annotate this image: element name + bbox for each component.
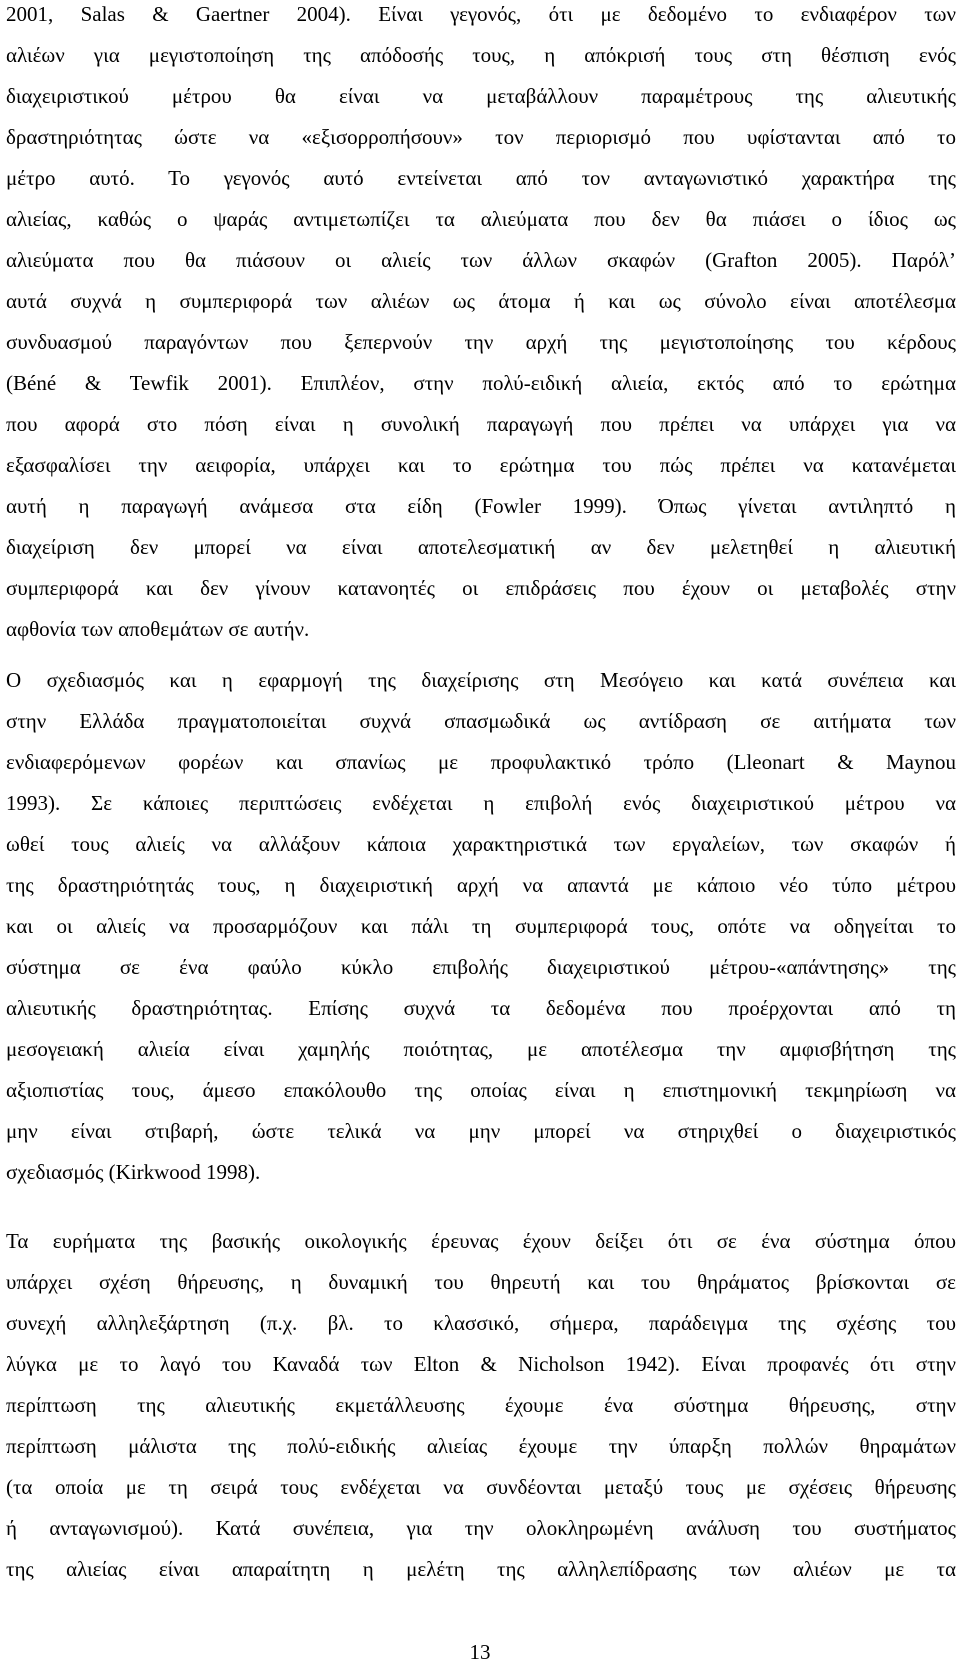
text-line: ωθεί τους αλιείς να αλλάξουν κάποια χαρακτηριστικά των εργαλείων, των σκαφών ή: [6, 832, 956, 856]
text-line: σύστημα σε ένα φαύλο κύκλο επιβολής διαχειριστικού μέτρου-«απάντησης» της: [6, 955, 956, 979]
text-line: μεσογειακή αλιεία είναι χαμηλής ποιότητας, με αποτέλεσμα την αμφισβήτηση της: [6, 1037, 956, 1061]
text-line: ή ανταγωνισμού). Κατά συνέπεια, για την ολοκληρωμένη ανάλυση του συστήματος: [6, 1516, 956, 1540]
text-line: που αφορά στο πόση είναι η συνολική παραγωγή που πρέπει να υπάρχει για να: [6, 412, 956, 436]
text-line: συνεχή αλληλεξάρτηση (π.χ. βλ. το κλασσικό, σήμερα, παράδειγμα της σχέσης του: [6, 1311, 956, 1335]
text-line: αλιείας, καθώς ο ψαράς αντιμετωπίζει τα αλιεύματα που δεν θα πιάσει ο ίδιος ως: [6, 207, 956, 231]
text-line: 1993). Σε κάποιες περιπτώσεις ενδέχεται η επιβολή ενός διαχειριστικού μέτρου να: [6, 791, 956, 815]
text-line: διαχειριστικού μέτρου θα είναι να μεταβάλλουν παραμέτρους της αλιευτικής: [6, 84, 956, 108]
text-line: 2001, Salas & Gaertner 2004). Είναι γεγονός, ότι με δεδομένο το ενδιαφέρον των: [6, 2, 956, 26]
text-line: αλιέων για μεγιστοποίηση της απόδοσής τους, η απόκρισή τους στη θέσπιση ενός: [6, 43, 956, 67]
text-line: περίπτωση της αλιευτικής εκμετάλλευσης έχουμε ένα σύστημα θήρευσης, στην: [6, 1393, 956, 1417]
text-line: διαχείριση δεν μπορεί να είναι αποτελεσματική αν δεν μελετηθεί η αλιευτική: [6, 535, 956, 559]
text-line: αυτά συχνά η συμπεριφορά των αλιέων ως άτομα ή και ως σύνολο είναι αποτέλεσμα: [6, 289, 956, 313]
paragraph-3: [6, 1221, 956, 1590]
text-line: δραστηριότητας ώστε να «εξισορροπήσουν» τον περιορισμό που υφίστανται από το: [6, 125, 956, 149]
paragraph-2: [6, 660, 956, 1193]
text-line: συνδυασμού παραγόντων που ξεπερνούν την αρχή της μεγιστοποίησης του κέρδους: [6, 330, 956, 354]
text-line: συμπεριφορά και δεν γίνουν κατανοητές οι επιδράσεις που έχουν οι μεταβολές στην: [6, 576, 956, 600]
text-line: της αλιείας είναι απαραίτητη η μελέτη της αλληλεπίδρασης των αλιέων με τα: [6, 1557, 956, 1581]
text-line: αλιεύματα που θα πιάσουν οι αλιείς των άλλων σκαφών (Grafton 2005). Παρόλ’: [6, 248, 956, 272]
text-line: μέτρο αυτό. Το γεγονός αυτό εντείνεται από τον ανταγωνιστικό χαρακτήρα της: [6, 166, 956, 190]
text-line: στην Ελλάδα πραγματοποιείται συχνά σπασμωδικά ως αντίδραση σε αιτήματα των: [6, 709, 956, 733]
text-line: περίπτωση μάλιστα της πολύ-ειδικής αλιείας έχουμε την ύπαρξη πολλών θηραμάτων: [6, 1434, 956, 1458]
text-line: αφθονία των αποθεμάτων σε αυτήν.: [6, 617, 310, 641]
paragraph-1: [6, 0, 956, 650]
text-line: αυτή η παραγωγή ανάμεσα στα είδη (Fowler 1999). Όπως γίνεται αντιληπτό η: [6, 494, 956, 518]
text-line: της δραστηριότητάς τους, η διαχειριστική αρχή να απαντά με κάποιο νέο τύπο μέτρου: [6, 873, 956, 897]
text-line: (Béné & Tewfik 2001). Επιπλέον, στην πολύ-ειδική αλιεία, εκτός από το ερώτημα: [6, 371, 956, 395]
text-line: μην είναι στιβαρή, ώστε τελικά να μην μπορεί να στηριχθεί ο διαχειριστικός: [6, 1119, 956, 1143]
text-line: και οι αλιείς να προσαρμόζουν και πάλι τη συμπεριφορά τους, οπότε να οδηγείται το: [6, 914, 956, 938]
page-number: 13: [469, 1640, 491, 1664]
text-line: Ο σχεδιασμός και η εφαρμογή της διαχείρισης στη Μεσόγειο και κατά συνέπεια και: [6, 668, 956, 692]
text-line: ενδιαφερόμενων φορέων και σπανίως με προφυλακτικό τρόπο (Lleonart & Maynou: [6, 750, 956, 774]
text-line: σχεδιασμός (Kirkwood 1998).: [6, 1160, 261, 1184]
text-line: Τα ευρήματα της βασικής οικολογικής έρευνας έχουν δείξει ότι σε ένα σύστημα όπου: [6, 1229, 956, 1253]
text-line: (τα οποία με τη σειρά τους ενδέχεται να συνδέονται μεταξύ τους με σχέσεις θήρευσης: [6, 1475, 956, 1499]
text-line: υπάρχει σχέση θήρευσης, η δυναμική του θηρευτή και του θηράματος βρίσκονται σε: [6, 1270, 956, 1294]
text-line: εξασφαλίσει την αειφορία, υπάρχει και το ερώτημα του πώς πρέπει να κατανέμεται: [6, 453, 956, 477]
text-line: αξιοπιστίας τους, άμεσο επακόλουθο της οποίας είναι η επιστημονική τεκμηρίωση να: [6, 1078, 956, 1102]
text-line: αλιευτικής δραστηριότητας. Επίσης συχνά τα δεδομένα που προέρχονται από τη: [6, 996, 956, 1020]
text-line: λύγκα με το λαγό του Καναδά των Elton & Nicholson 1942). Είναι προφανές ότι στην: [6, 1352, 956, 1376]
